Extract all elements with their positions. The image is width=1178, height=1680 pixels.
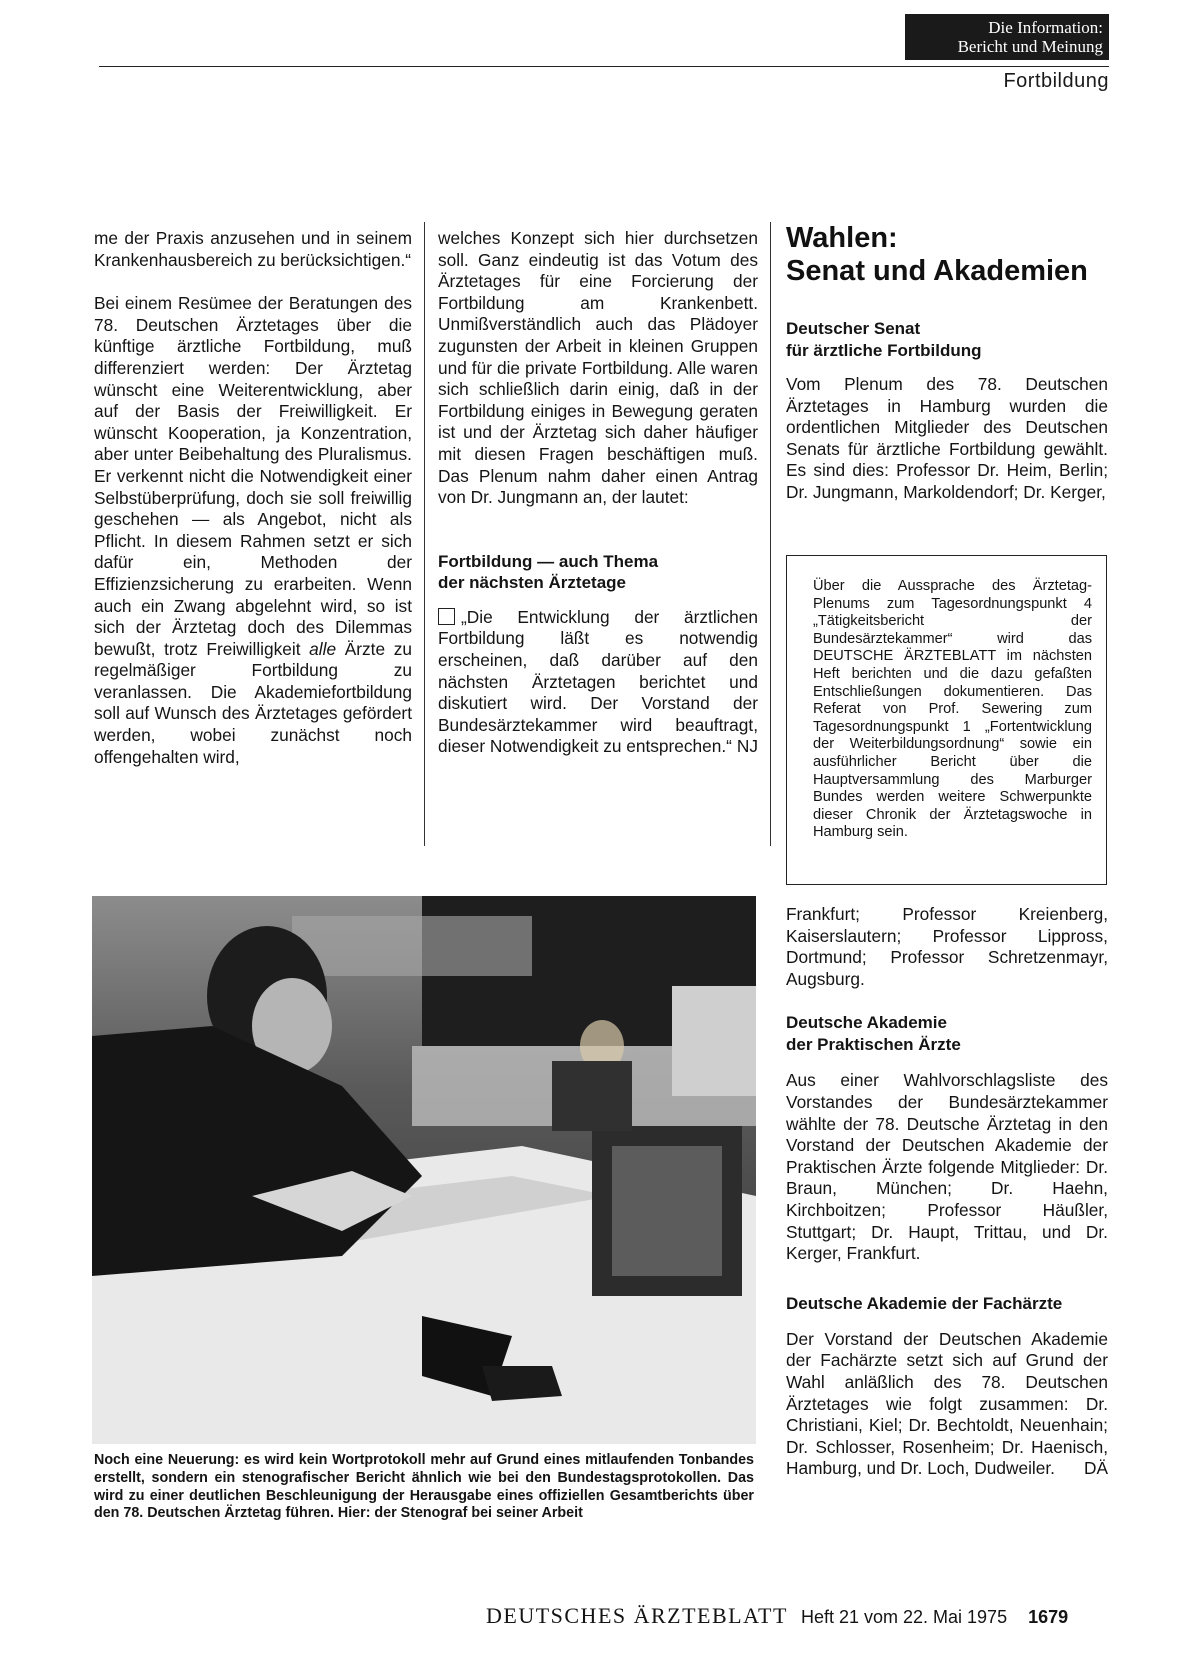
- info-box: [786, 555, 1107, 885]
- info-box-text: Über die Aussprache des Ärztetag-Plenums zum Tagesordnungspunkt 4 „Tätigkeitsbericht der Bundesärztekammer“ wird das DEUTSCHE ÄRZTEBLATT im nächsten Heft berichten und die dazu gefaßten Entschließungen dokumentieren. Das Referat von Prof. Sewering zum Tagesordnungspunkt 1 „Fortentwicklung der Weiterbildungsordnung“ sowie ein ausführlicher Bericht über die Hauptversammlung des Marburger Bundes werden weitere Schwerpunkte dieser Chronik der Ärztetagswoche in Hamburg sein.: [813, 578, 1092, 841]
- header-rule: [99, 66, 1109, 67]
- praktische-aerzte-text: Aus einer Wahlvorschlagsliste des Vorstandes der Bundesärztekammer wählte der 78. Deutsche Ärztetag in den Vorstand der Deutschen Akademie der Praktischen Ärzte folgende Mitglieder: Dr. Braun, München; Dr. Haehn, Kirchboitzen; Professor Häußler, Stuttgart; Dr. Haupt, Trittau, und Dr. Kerger, Frankfurt.: [786, 1070, 1108, 1264]
- senat-continuation: Frankfurt; Professor Kreienberg, Kaiserslautern; Professor Lippross, Dortmund; Professor Schretzenmayr, Augsburg.: [786, 904, 1108, 989]
- senat-section: [786, 318, 1108, 504]
- magazine-name: DEUTSCHES ÄRZTEBLATT: [486, 1603, 788, 1628]
- column-divider: [424, 222, 425, 846]
- banner-line-1: Die Information:: [988, 18, 1103, 37]
- col2-paragraph-1: welches Konzept sich hier durchsetzen soll. Ganz eindeutig ist das Votum des Ärztetages für eine Forcierung der Fortbildung am Krankenbett. Unmißverständlich auch das Plädoyer zugunsten der Arbeit in kleinen Gruppen und für die private Fortbildung. Alle waren sich schließlich darin einig, daß in der Fortbildung einiges in Bewegung geraten ist und der Ärztetag sich daher häufiger mit diesen Fragen beschäftigen muß. Das Plenum nahm daher einen Antrag von Dr. Jungmann an, der lautet:: [438, 228, 758, 508]
- praktische-aerzte-heading: Deutsche Akademie der Praktischen Ärzte: [786, 1013, 961, 1055]
- checkbox-icon: [438, 608, 455, 625]
- akademien-section: [786, 904, 1108, 1480]
- banner-line-2: Bericht und Meinung: [957, 37, 1103, 56]
- senat-heading: Deutscher Senat für ärztliche Fortbildung: [786, 319, 982, 360]
- col1-paragraph-2: Bei einem Resümee der Beratungen des 78. Deutschen Ärztetages über die künftige ärztliche Fortbildung, muß differenziert werden: Der Ärztetag wünscht eine Weiterentwicklung, aber auf der Basis der Freiwilligkeit. Er wünscht Kooperation, ja Konzentration, aber unter Beibehaltung des Pluralismus. Er verkennt nicht die Notwendigkeit einer Selbstüberprüfung, doch sie soll freiwillig geschehen — als Angebot, nicht als Pflicht. In diesem Rahmen setzt er sich dafür ein, Methoden der Effizienzsicherung zu erarbeiten. Wenn auch ein Zwang abgelehnt wird, so ist sich der Ärztetag doch des Dilemmas bewußt, trotz Freiwilligkeit alle Ärzte zu regelmäßiger Fortbildung zu veranlassen. Die Akademiefortbildung soll auf Wunsch des Ärztetages gefördert werden, wobei zunächst noch offengehalten wird,: [94, 293, 412, 767]
- column-divider: [770, 222, 771, 846]
- author-signature: NJ: [736, 736, 758, 757]
- fachaerzte-signature: DÄ: [1083, 1458, 1108, 1479]
- photo-caption: Noch eine Neuerung: es wird kein Wortprotokoll mehr auf Grund eines mitlaufenden Tonbandes erstellt, sondern ein stenografischer Bericht ähnlich wie bei den Bundestagsprotokollen. Das wird zu einer deutlichen Beschleunigung der Herausgabe eines offiziellen Gesamtberichts über den 78. Deutschen Ärztetag führen. Hier: der Stenograf bei seiner Arbeit: [94, 1452, 754, 1522]
- article-column-2: [438, 228, 758, 758]
- issue-info: Heft 21 vom 22. Mai 1975: [800, 1607, 1008, 1627]
- article-column-1: [94, 228, 412, 768]
- page-footer: [486, 1603, 1108, 1629]
- section-banner: [905, 14, 1109, 60]
- stenographer-photo: [92, 896, 756, 1444]
- resolution-quote: „Die Entwicklung der ärztlichen Fortbildung läßt es notwendig erscheinen, daß darüber auf den nächsten Ärztetagen berichtet und diskutiert wird. Der Vorstand der Bundesärztekammer wird beauftragt, dieser Notwendigkeit zu entsprechen.“ NJ: [438, 606, 758, 757]
- senat-text: Vom Plenum des 78. Deutschen Ärztetages in Hamburg wurden die ordentlichen Mitglieder des Deutschen Senats für ärztliche Fortbildung gewählt. Es sind dies: Professor Dr. Heim, Berlin; Dr. Jungmann, Markoldendorf; Dr. Kerger,: [786, 374, 1108, 502]
- col1-paragraph-1: me der Praxis anzusehen und in seinem Krankenhausbereich zu berücksichtigen.“: [94, 228, 412, 270]
- subheading-fortbildung: Fortbildung — auch Thema der nächsten Ärztetage: [438, 551, 659, 592]
- section-label: Fortbildung: [1003, 70, 1109, 92]
- fachaerzte-heading: Deutsche Akademie der Fachärzte: [786, 1293, 1063, 1313]
- article-title: Wahlen: Senat und Akademien: [786, 222, 1088, 287]
- page-number: 1679: [1028, 1607, 1069, 1627]
- fachaerzte-text: Der Vorstand der Deutschen Akademie der Fachärzte setzt sich auf Grund der Wahl anläßlich des 78. Deutschen Ärztetages wie folgt zusammen: Dr. Christiani, Kiel; Dr. Bechtoldt, Neuenhain; Dr. Schlosser, Rosenheim; Dr. Haenisch, Hamburg, und Dr. Loch, Dudweiler. DÄ: [786, 1328, 1108, 1479]
